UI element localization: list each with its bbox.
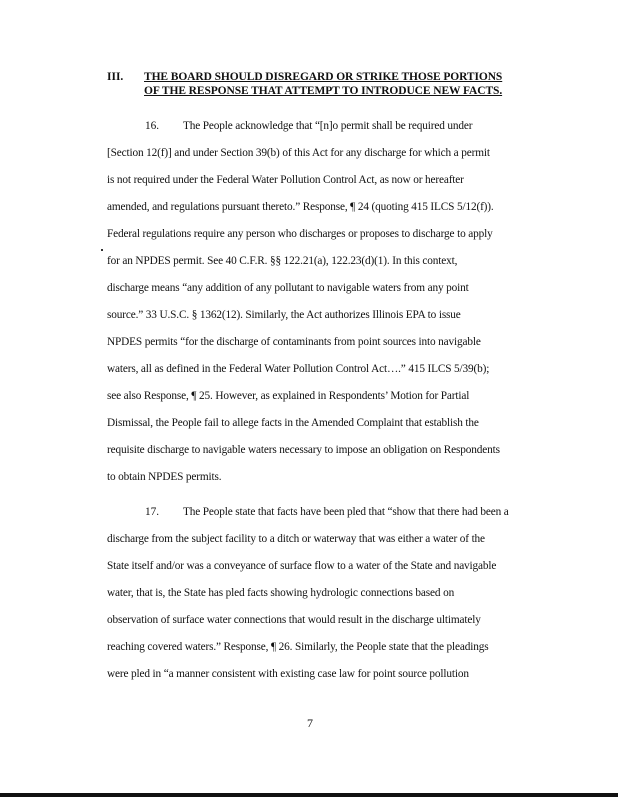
section-title xyxy=(144,70,554,98)
section-number: III. xyxy=(107,71,124,83)
paragraph-16-line: NPDES permits “for the discharge of contaminants from point sources into navigable xyxy=(107,336,481,348)
paragraph-16-line: for an NPDES permit. See 40 C.F.R. §§ 122.21(a), 122.23(d)(1). In this context, xyxy=(107,255,458,267)
paragraph-16-number: 16. xyxy=(145,120,160,132)
page-number: 7 xyxy=(307,716,313,730)
paragraph-17-line: observation of surface water connections that would result in the discharge ultimately xyxy=(107,614,481,626)
paragraph-16-line: source.” 33 U.S.C. § 1362(12). Similarly, the Act authorizes Illinois EPA to issue xyxy=(107,309,461,321)
scan-artifact-dot xyxy=(101,249,103,251)
paragraph-17-line: State itself and/or was a conveyance of surface flow to a water of the State and navigable xyxy=(107,560,497,572)
paragraph-16-line: to obtain NPDES permits. xyxy=(107,471,222,483)
paragraph-17-line: discharge from the subject facility to a ditch or waterway that was either a water of the xyxy=(107,533,485,545)
paragraph-16-line: see also Response, ¶ 25. However, as explained in Respondents’ Motion for Partial xyxy=(107,390,470,402)
paragraph-16-line: waters, all as defined in the Federal Water Pollution Control Act….” 415 ILCS 5/39(b); xyxy=(107,363,490,375)
paragraph-16-line: [Section 12(f)] and under Section 39(b) of this Act for any discharge for which a permit xyxy=(107,147,490,159)
paragraph-17-line: reaching covered waters.” Response, ¶ 26. Similarly, the People state that the pleadings xyxy=(107,641,489,653)
paragraph-16-line: amended, and regulations pursuant thereto.” Response, ¶ 24 (quoting 415 ILCS 5/12(f)). xyxy=(107,201,494,213)
paragraph-16-line: requisite discharge to navigable waters necessary to impose an obligation on Respondents xyxy=(107,444,500,456)
paragraph-17-line: were pled in “a manner consistent with existing case law for point source pollution xyxy=(107,668,469,680)
paragraph-16-line: is not required under the Federal Water Pollution Control Act, as now or hereafter xyxy=(107,174,464,186)
paragraph-16-line: discharge means “any addition of any pollutant to navigable waters from any point xyxy=(107,282,469,294)
paragraph-17-number: 17. xyxy=(145,506,160,518)
paragraph-16-line: Dismissal, the People fail to allege facts in the Amended Complaint that establish the xyxy=(107,417,479,429)
footer-rule xyxy=(0,793,618,797)
paragraph-17-line: water, that is, the State has pled facts showing hydrologic connections based on xyxy=(107,587,455,599)
paragraph-17-first-line: The People state that facts have been pled that “show that there had been a xyxy=(183,506,509,518)
paragraph-16-first-line: The People acknowledge that “[n]o permit shall be required under xyxy=(183,120,473,132)
section-title-line-2: OF THE RESPONSE THAT ATTEMPT TO INTRODUCE NEW FACTS. xyxy=(144,85,503,97)
section-title-line-1: THE BOARD SHOULD DISREGARD OR STRIKE THOSE PORTIONS xyxy=(144,71,503,83)
paragraph-16-line: Federal regulations require any person who discharges or proposes to discharge to apply xyxy=(107,228,493,240)
